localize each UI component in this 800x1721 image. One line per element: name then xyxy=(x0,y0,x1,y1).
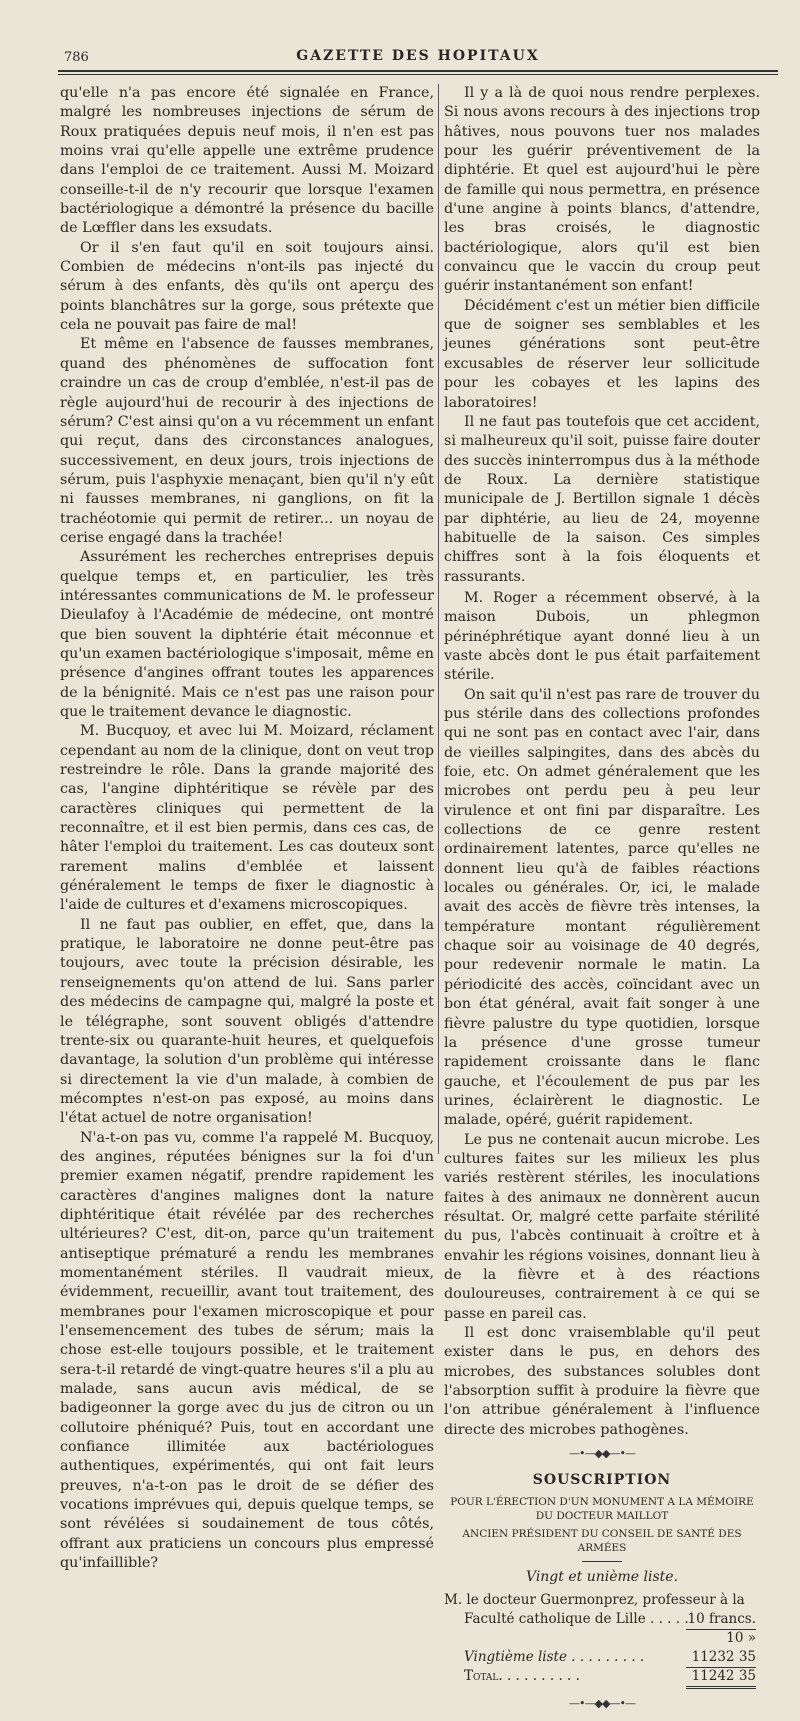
journal-title: GAZETTE DES HOPITAUX xyxy=(296,48,540,64)
ornament-rule-end: —•—◆◆—•— xyxy=(569,1697,635,1711)
previous-list-row xyxy=(444,1648,760,1667)
left-column xyxy=(60,84,434,1573)
subscription-purpose: POUR L'ÉRECTION D'UN MONUMENT A LA MÉMOIRE DU DOCTEUR MAILLOT xyxy=(450,1495,754,1522)
donor-row xyxy=(444,1591,760,1610)
paragraph: Il y a là de quoi nous rendre perplexes. Si nous avons recours à des injections trop hâtives, nous pouvons tuer nos malades pour les guérir préventivement de la diphtérie. Et quel est aujourd'hui le père de famille qui nous permettra, en présence d'une angine à points blancs, d'attendre, les bras croisés, le diagnostic bactériologique, alors qu'il est bien convaincu que le vaccin du croup peut guérir instantanément son enfant! xyxy=(444,85,760,295)
paragraph: M. Bucquoy, et avec lui M. Moizard, réclament cependant au nom de la clinique, dont on veut trop restreindre le rôle. Dans la grande majorité des cas, l'angine diphtéritique se révèle par des caractères cliniques qui permettent de la reconnaître, et il est bien permis, dans ces cas, de hâter l'emploi du traitement. Les cas douteux sont rarement malins d'emblée et laissent généralement le temps de fixer le diagnostic à l'aide de cultures et d'examens microscopiques. xyxy=(60,723,434,914)
paragraph: qu'elle n'a pas encore été signalée en France, malgré les nombreuses injections de sérum de Roux pratiquées depuis neuf mois, il n'en est pas moins vrai qu'elle appelle une extrême prudence dans l'emploi de ce traitement. Aussi M. Moizard conseille-t-il de n'y recourir que lorsque l'examen bactériologique a démontré la présence du bacille de Lœffler dans les exsudats. xyxy=(60,85,434,237)
short-rule xyxy=(582,1561,622,1562)
ornament-rule: —•—◆◆—•— xyxy=(569,1447,635,1461)
list-title: Vingt et unième liste. xyxy=(525,1568,679,1585)
total-label: Total. . . . . . . . . . xyxy=(464,1668,580,1685)
donor-name: M. le docteur Guermonprez, professeur à la xyxy=(444,1592,745,1609)
paragraph: Or il s'en faut qu'il en soit toujours ainsi. Combien de médecins n'ont-ils pas injecté du sérum à des enfants, dès qu'ils ont aperçu des points blanchâtres sur la gorge, sous prétexte que cela ne pouvait pas faire de mal! xyxy=(60,239,434,334)
paragraph: N'a-t-on pas vu, comme l'a rappelé M. Bucquoy, des angines, réputées bénignes sur la foi d'un premier examen négatif, prendre rapidement les caractères d'angines malignes dont la nature diphtéritique était révélée par des recherches ultérieures? C'est, dit-on, parce qu'un traitement antiseptique prématuré a rendu les membranes momentanément stériles. Il vaudrait mieux, évidemment, recueillir, avant tout traitement, des membranes pour l'examen microscopique et pour l'ensemencement des tubes de sérum; mais la chose est-elle toujours possible, et le traitement sera-t-il retardé de vingt-quatre heures s'il a plu au malade, sans aucun avis médical, de se badigeonner la gorge avec du jus de citron ou un collutoire phéniqué? Puis, tout en accordant une confiance illimitée aux bactériologues authentiques, expérimentés, qui ont fait leurs preuves, n'a-t-on pas le droit de se défier des vocations imprévues qui, depuis quelque temps, se sont révélées si soudainement de tous côtés, offrant aux praticiens un concours plus empressé qu'infaillible? xyxy=(60,1129,434,1572)
previous-list-label: Vingtième liste . . . . . . . . . xyxy=(464,1649,645,1666)
page-header xyxy=(60,44,776,68)
donor-amount: 10 francs. xyxy=(686,1610,756,1630)
paragraph: Et même en l'absence de fausses membranes, quand des phénomènes de suffocation font craindre un cas de croup d'emblée, n'est-il pas de règle aujourd'hui de recourir à des injections de sérum? C'est ainsi qu'on a vu récemment un enfant qui reçut, dans des circonstances analogues, successivement, en deux jours, trois injections de sérum, puis l'asphyxie menaçant, bien qu'il n'y eût ni fausses membranes, ni ganglions, on fit la trachéotomie qui permit de retirer... un noyau de cerise engagé dans la trachée! xyxy=(60,336,434,546)
subtotal-row xyxy=(444,1629,760,1648)
page-number: 786 xyxy=(64,50,89,65)
paragraph: Le pus ne contenait aucun microbe. Les cultures faites sur les milieux les plus variés restèrent stériles, les inoculations faites à des animaux ne donnèrent aucun résultat. Or, malgré cette parfaite stérilité du pus, l'abcès continuait à croître et à envahir les régions voisines, donnant lieu à de la fièvre et à des réactions douloureuses, contrairement à ce qui se passe en pareil cas. xyxy=(444,1131,760,1322)
total-row xyxy=(444,1667,760,1686)
header-rule-thin xyxy=(58,74,778,75)
paragraph: Il ne faut pas oublier, en effet, que, dans la pratique, le laboratoire ne donne peut-être pas toujours, avec toute la précision désirable, les renseignements qu'on attend de lui. Sans parler des médecins de campagne qui, malgré la poste et le télégraphe, sont souvent obligés d'attendre trente-six ou quarante-huit heures, et quelquefois davantage, la solution d'un problème qui intéresse si directement la vie d'un malade, à combien de mécomptes n'est-on pas exposé, au moins dans l'état actuel de notre organisation! xyxy=(60,916,434,1127)
paragraph: Assurément les recherches entreprises depuis quelque temps et, en particulier, les très intéressantes communications de M. le professeur Dieulafoy à l'Académie de médecine, ont montré que bien souvent la diphtérie était méconnue et qu'un examen bactériologique s'imposait, même en présence d'angines offrant toutes les apparences de la bénignité. Mais ce n'est pas une raison pour que le traitement devance le diagnostic. xyxy=(60,549,434,720)
donor-row-cont xyxy=(444,1610,760,1629)
total-amount: 11242 35 xyxy=(686,1667,756,1689)
right-column xyxy=(444,84,760,1721)
header-rule xyxy=(58,70,778,72)
paragraph: M. Roger a récemment observé, à la maison Dubois, un phlegmon périnéphrétique ayant donné lieu à un vaste abcès dont le pus était parfaitement stérile. xyxy=(444,589,760,684)
previous-list-amount: 11232 35 xyxy=(686,1648,756,1668)
paragraph: Décidément c'est un métier bien difficile que de soigner ses semblables et les jeunes générations sont peut-être excusables de réserver leur sollicitude pour les cobayes et les lapins des laboratoires! xyxy=(444,297,760,411)
subscription-heading: SOUSCRIPTION xyxy=(532,1472,672,1489)
column-divider xyxy=(438,84,439,1154)
paragraph: Il est donc vraisemblable qu'il peut exister dans le pus, en dehors des microbes, des substances solubles dont l'absorption suffit à produire la fièvre que l'on attribue généralement à l'influence directe des microbes pathogènes. xyxy=(444,1325,760,1438)
paragraph: Il ne faut pas toutefois que cet accident, si malheureux qu'il soit, puisse faire douter des succès ininterrompus dus à la méthode de Roux. La dernière statistique municipale de J. Bertillon signale 1 décès par diphtérie, au lieu de 24, moyenne habituelle de la saison. Ces simples chiffres sont à la fois éloquents et rassurants. xyxy=(444,413,760,585)
subscription-subtitle: ANCIEN PRÉSIDENT DU CONSEIL DE SANTÉ DES ARMÉES xyxy=(462,1527,742,1554)
donor-affiliation: Faculté catholique de Lille . . . . . xyxy=(464,1611,689,1628)
subtotal-amount: 10 » xyxy=(726,1630,756,1647)
paragraph: On sait qu'il n'est pas rare de trouver du pus stérile dans des collections profondes qui ne sont pas en contact avec l'air, dans de vieilles salpingites, dans des abcès du foie, etc. On admet généralement que les microbes ont perdu peu à peu leur virulence et ont fini par disparaître. Les collections de ce genre restent ordinairement latentes, parce qu'elles ne donnent lieu qu'à de faibles réactions locales ou générales. Or, ici, le malade avait des accès de fièvre très intenses, la température montant régulièrement chaque soir au voisinage de 40 degrés, pour redevenir normale le matin. La périodicité des accès, coïncidant avec un bon état général, avait fait songer à une fièvre palustre du type quotidien, lorsque la présence d'une grosse tumeur rapidement croissante dans le flanc gauche, et l'écoulement de pus par les urines, éclairèrent le diagnostic. Le malade, opéré, guérit rapidement. xyxy=(444,686,760,1129)
